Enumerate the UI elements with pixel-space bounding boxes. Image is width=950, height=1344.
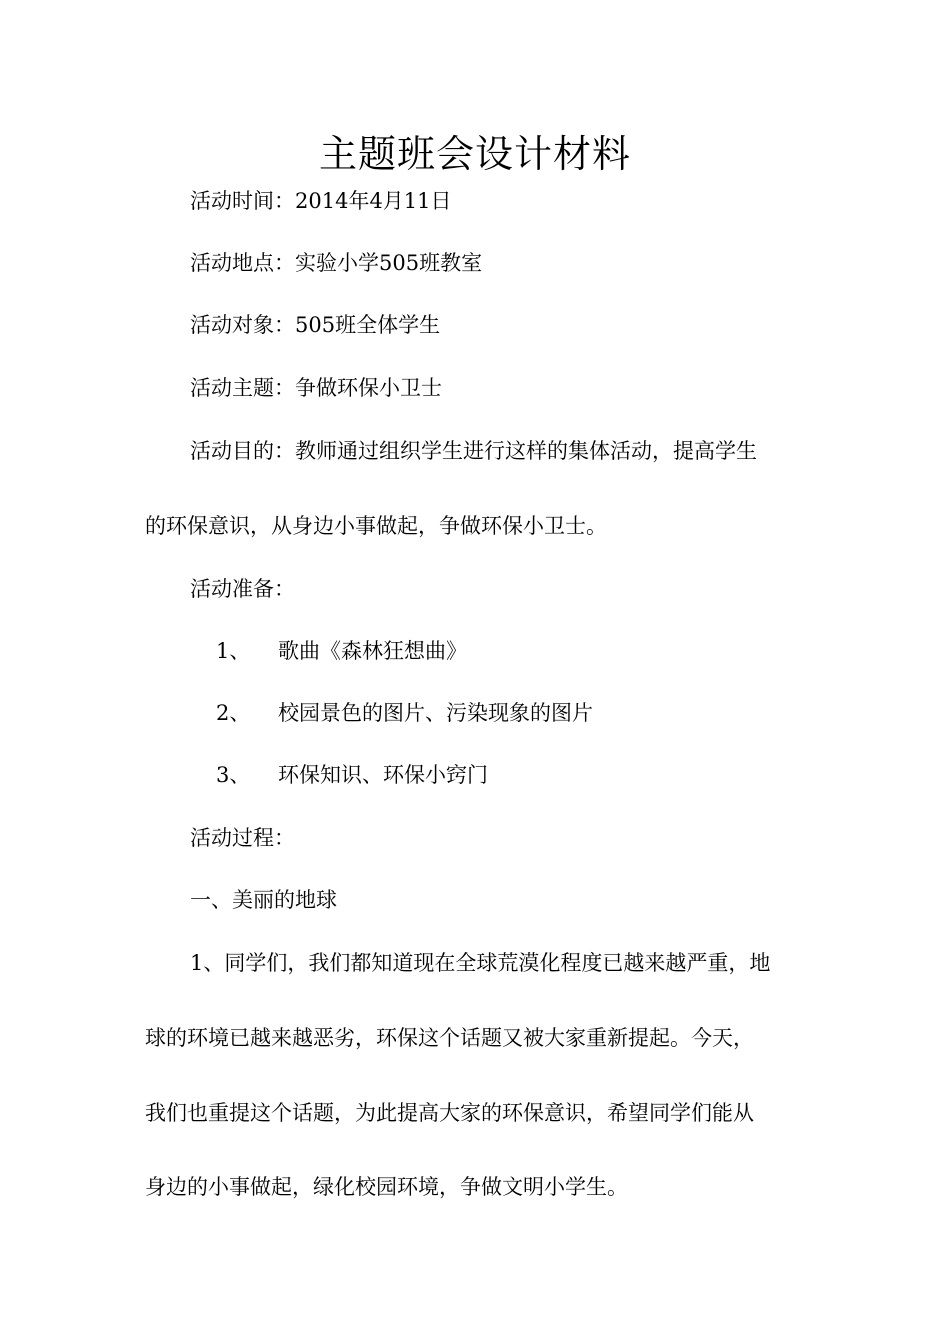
activity-theme: 活动主题：争做环保小卫士 [190,376,442,400]
prep-item-2 [216,698,593,728]
prep-item-3 [216,760,488,790]
prep-item-number: 1、 [216,639,251,663]
paragraph-line-4: 身边的小事做起，绿化校园环境，争做文明小学生。 [145,1175,628,1199]
activity-target: 活动对象：505班全体学生 [190,313,441,337]
prep-item-text: 环保知识、环保小窍门 [278,763,488,787]
activity-purpose-line-1: 活动目的：教师通过组织学生进行这样的集体活动，提高学生 [190,439,757,463]
prep-item-text: 歌曲《森林狂想曲》 [278,639,467,663]
prep-item-text: 校园景色的图片、污染现象的图片 [278,701,593,725]
activity-preparation: 活动准备： [190,577,295,601]
paragraph-line-3: 我们也重提这个话题，为此提高大家的环保意识，希望同学们能从 [145,1101,754,1125]
prep-item-1 [216,636,467,666]
activity-purpose-line-2: 的环保意识，从身边小事做起，争做环保小卫士。 [145,514,607,538]
prep-item-number: 3、 [216,763,251,787]
document-title: 主题班会设计材料 [318,132,631,176]
paragraph-line-2: 球的环境已越来越恶劣，环保这个话题又被大家重新提起。今天， [145,1026,754,1050]
activity-time: 活动时间：2014年4月11日 [190,189,452,213]
prep-item-number: 2、 [216,701,251,725]
section-heading-1: 一、美丽的地球 [190,888,337,912]
activity-process: 活动过程： [190,826,295,850]
activity-place: 活动地点：实验小学505班教室 [190,251,483,275]
paragraph-line-1: 1、同学们，我们都知道现在全球荒漠化程度已越来越严重，地 [190,951,771,975]
